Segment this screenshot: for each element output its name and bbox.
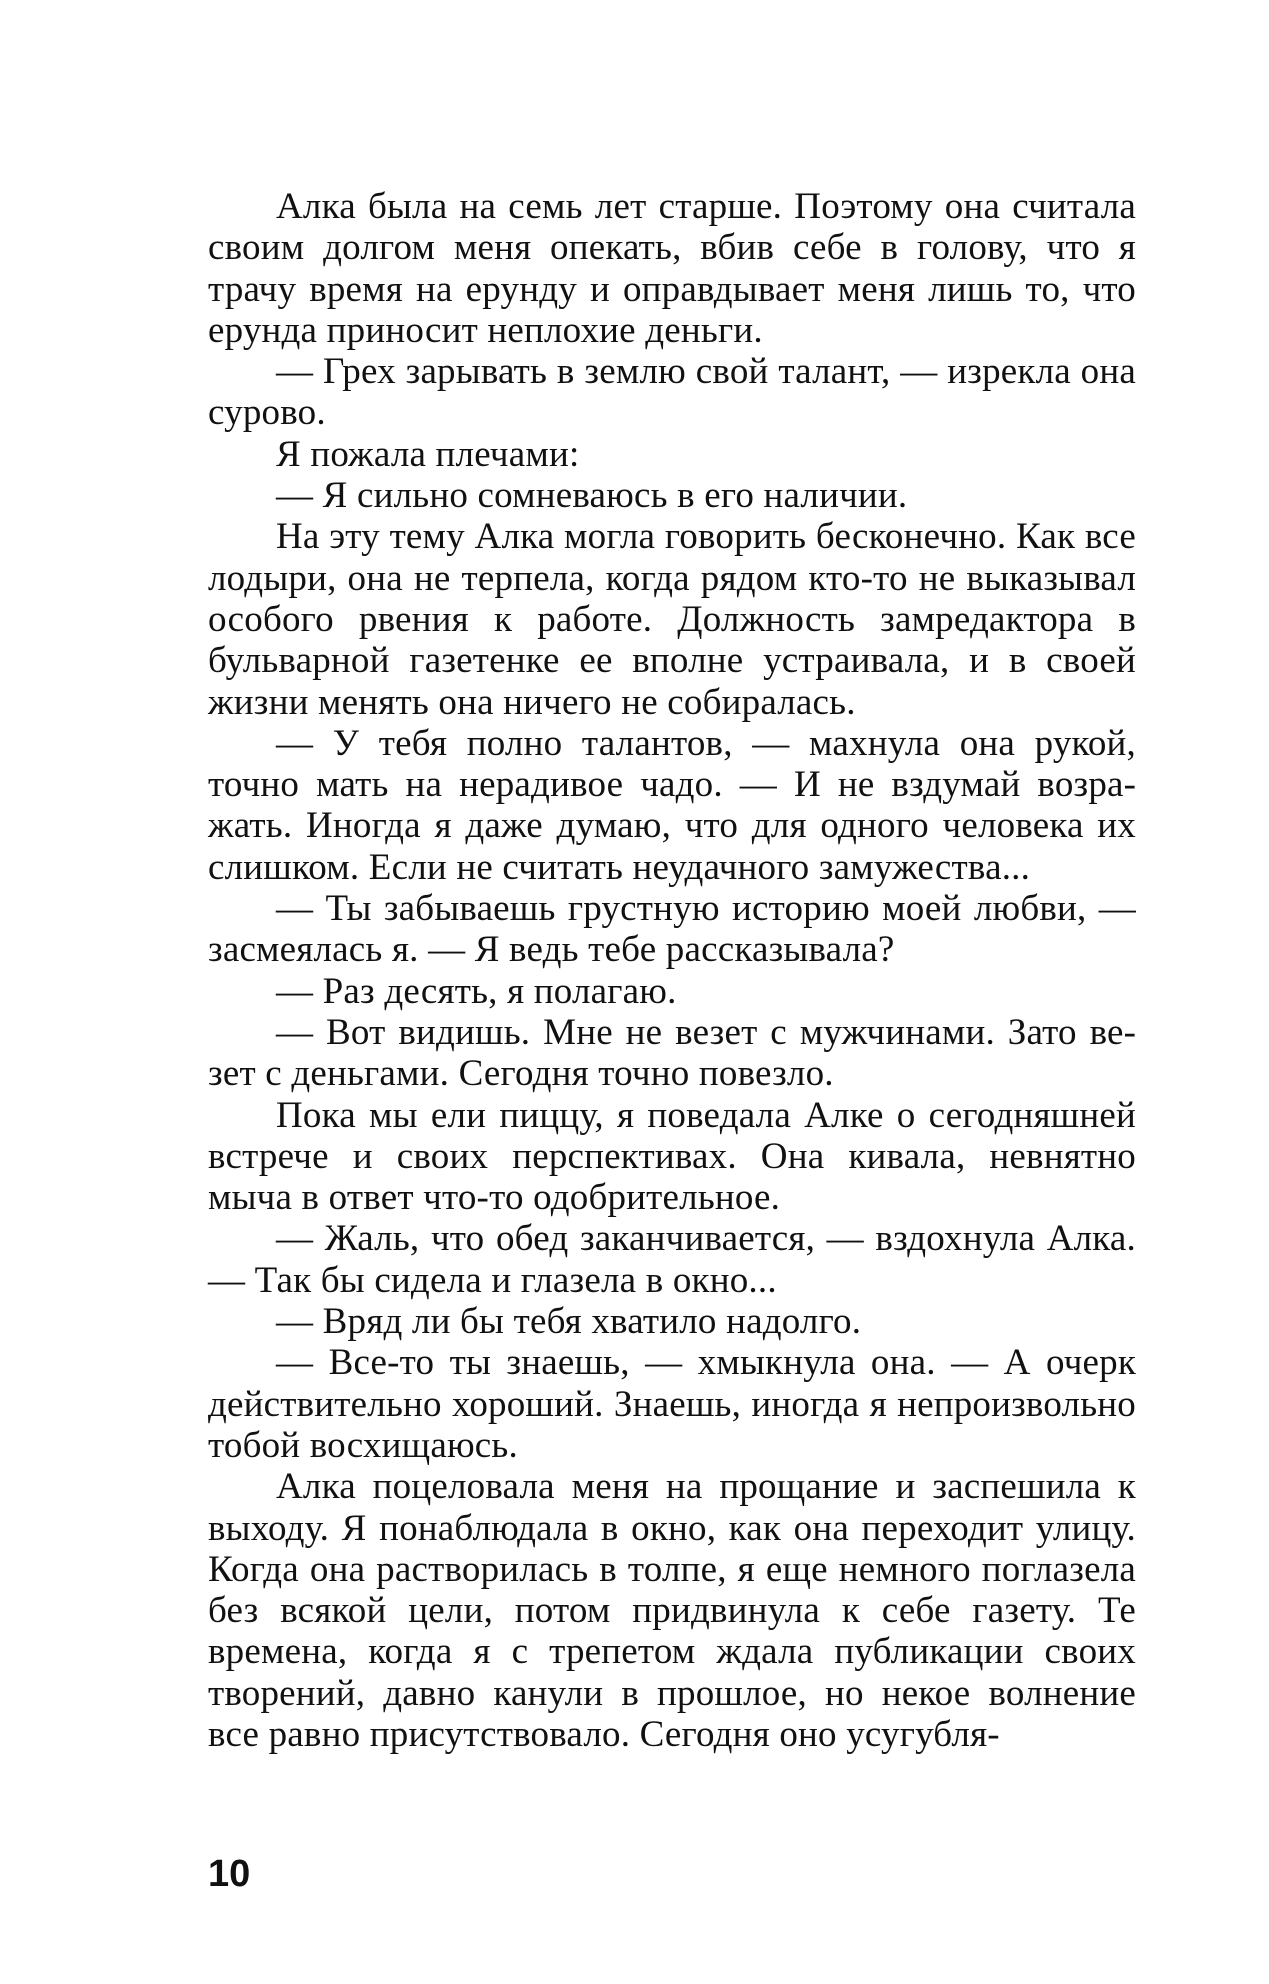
- paragraph: — У тебя полно талантов, — махнула она рукой, точно мать на нерадивое чадо. — И не вздумай возражать. Иногда я даже думаю, что для одного человека их слишком. Если не считать неудачного замужества...: [208, 722, 1136, 888]
- body-text: [208, 186, 1136, 1755]
- page-number: 10: [208, 1853, 251, 1895]
- paragraph: Пока мы ели пиццу, я поведала Алке о сегодняшней встрече и своих перспективах. Она кивала, невнятно мыча в ответ что-то одобрительное.: [208, 1094, 1136, 1219]
- paragraph: — Вот видишь. Мне не везет с мужчинами. Зато везет с деньгами. Сегодня точно повезло.: [208, 1011, 1136, 1095]
- paragraph: — Раз десять, я полагаю.: [276, 970, 677, 1012]
- paragraph: Алка поцеловала меня на прощание и заспешила к выходу. Я понаблюдала в окно, как она переходит улицу. Когда она растворилась в толпе, я еще немного поглазела без всякой цели, потом придвинула к себе газету. Те времена, когда я с трепетом ждала публикации своих творений, давно канули в прошлое, но некое волнение все равно присутствовало. Сегодня оно усугубля-: [208, 1466, 1136, 1755]
- paragraph: — Жаль, что обед заканчивается, — вздохнула Алка. — Так бы сидела и глазела в окно...: [208, 1218, 1136, 1301]
- paragraph: — Ты забываешь грустную историю моей любви, — засмеялась я. — Я ведь тебе рассказывала?: [208, 888, 1136, 971]
- paragraph: — Вряд ли бы тебя хватило надолго.: [276, 1301, 862, 1343]
- paragraph: Алка была на семь лет старше. Поэтому она считала своим долгом меня опекать, вбив себе в голову, что я трачу время на ерунду и оправдывает меня лишь то, что ерунда приносит неплохие деньги.: [208, 186, 1136, 351]
- paragraph: Я пожала плечами:: [276, 433, 580, 475]
- paragraph: — Все-то ты знаешь, — хмыкнула она. — А очерк действительно хороший. Знаешь, иногда я непроизвольно тобой восхищаюсь.: [208, 1342, 1136, 1466]
- paragraph: — Я сильно сомневаюсь в его наличии.: [276, 475, 908, 517]
- paragraph: — Грех зарывать в землю свой талант, — изрекла она сурово.: [208, 351, 1136, 434]
- paragraph: На эту тему Алка могла говорить бесконечно. Как все лодыри, она не терпела, когда рядом кто-то не выказывал особого рвения к работе. Должность замредактора в бульварной газетенке ее вполне устраивала, и в своей жизни менять она ничего не собиралась.: [208, 516, 1136, 723]
